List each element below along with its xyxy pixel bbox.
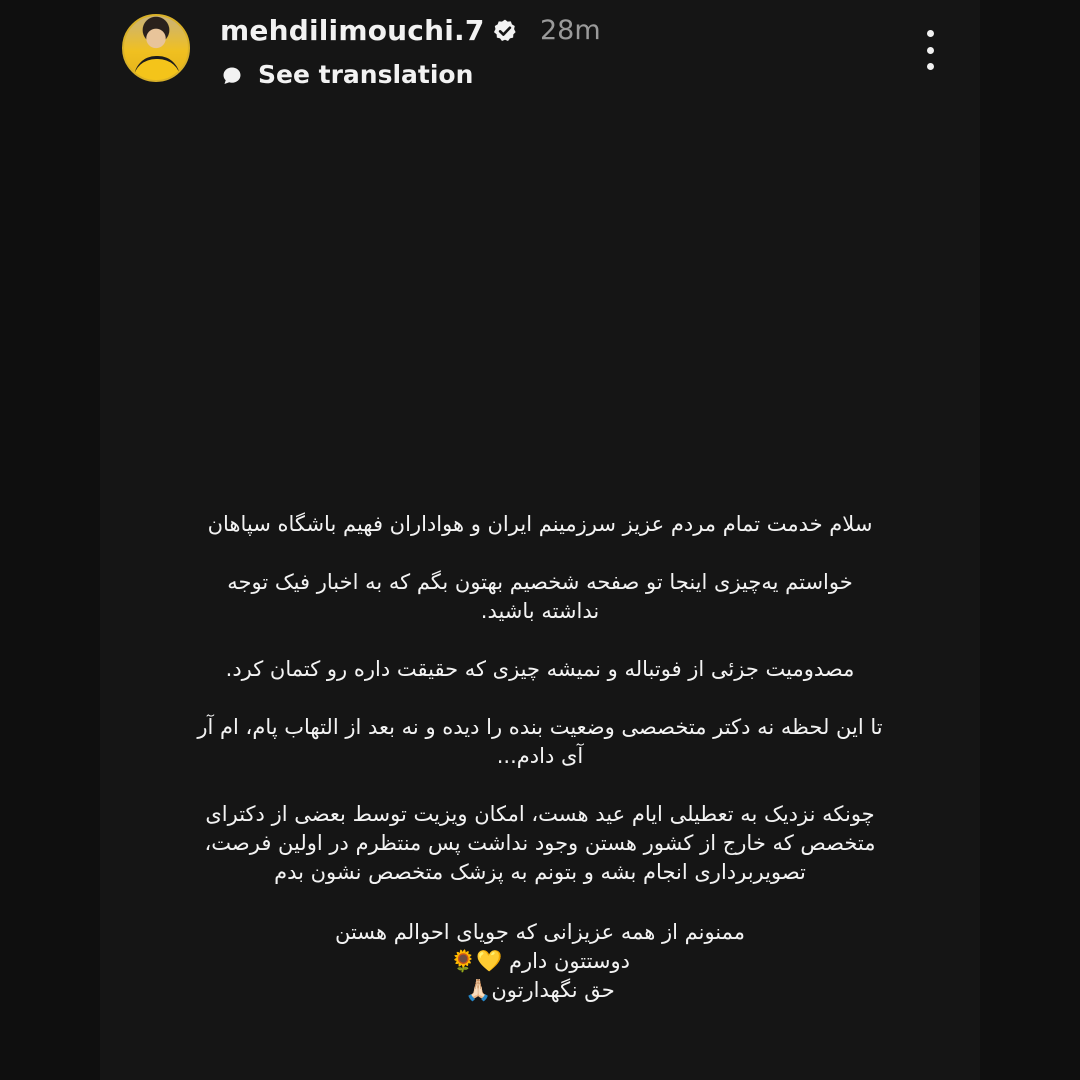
message-paragraph [160,713,920,771]
more-dot [927,30,934,37]
message-line: تصویربرداری انجام بشه و بتونم به پزشک متخصص نشون بدم [274,860,806,884]
story-closing [160,918,920,1005]
story-header [122,14,962,94]
message-paragraph [160,510,920,539]
closing-line: دوستتون دارم 💛🌻 [449,949,630,973]
closing-line: ممنونم از همه عزیزانی که جویای احوالم هستن [334,920,746,944]
message-paragraph [160,568,920,626]
profile-avatar[interactable] [122,14,190,82]
more-dot [927,47,934,54]
verified-badge-icon [492,18,518,44]
message-line: چونکه نزدیک به تعطیلی ایام عید هست، امکان ویزیت توسط بعضی از دکترای [205,802,875,826]
story-message [160,510,920,916]
translate-bubble-icon [220,64,244,88]
message-paragraph [160,655,920,684]
message-line: خواستم یه‌چیزی اینجا تو صفحه شخصیم بهتون بگم که به اخبار فیک توجه [227,570,853,594]
more-dot [927,63,934,70]
username[interactable]: mehdilimouchi.7 [220,14,485,47]
message-line: سلام خدمت تمام مردم عزیز سرزمینم ایران و هواداران فهیم باشگاه سپاهان [207,512,873,536]
post-time: 28m [540,15,601,46]
message-line: نداشته باشید. [480,599,600,623]
more-options-icon[interactable] [918,30,942,70]
message-paragraph [160,800,920,887]
see-translation-label: See translation [258,60,474,89]
message-line: مصدومیت جزئی از فوتباله و نمیشه چیزی که حقیقت داره رو کتمان کرد. [225,657,855,681]
message-line: متخصص که خارج از کشور هستن وجود نداشت پس منتظرم در اولین فرصت، [204,831,876,855]
message-line: تا این لحظه نه دکتر متخصصی وضعیت بنده را دیده و نه بعد از التهاب پام، ام آر [197,715,883,739]
message-line: آی دادم... [496,744,584,768]
closing-line: حق نگهدارتون🙏🏻 [465,978,615,1002]
